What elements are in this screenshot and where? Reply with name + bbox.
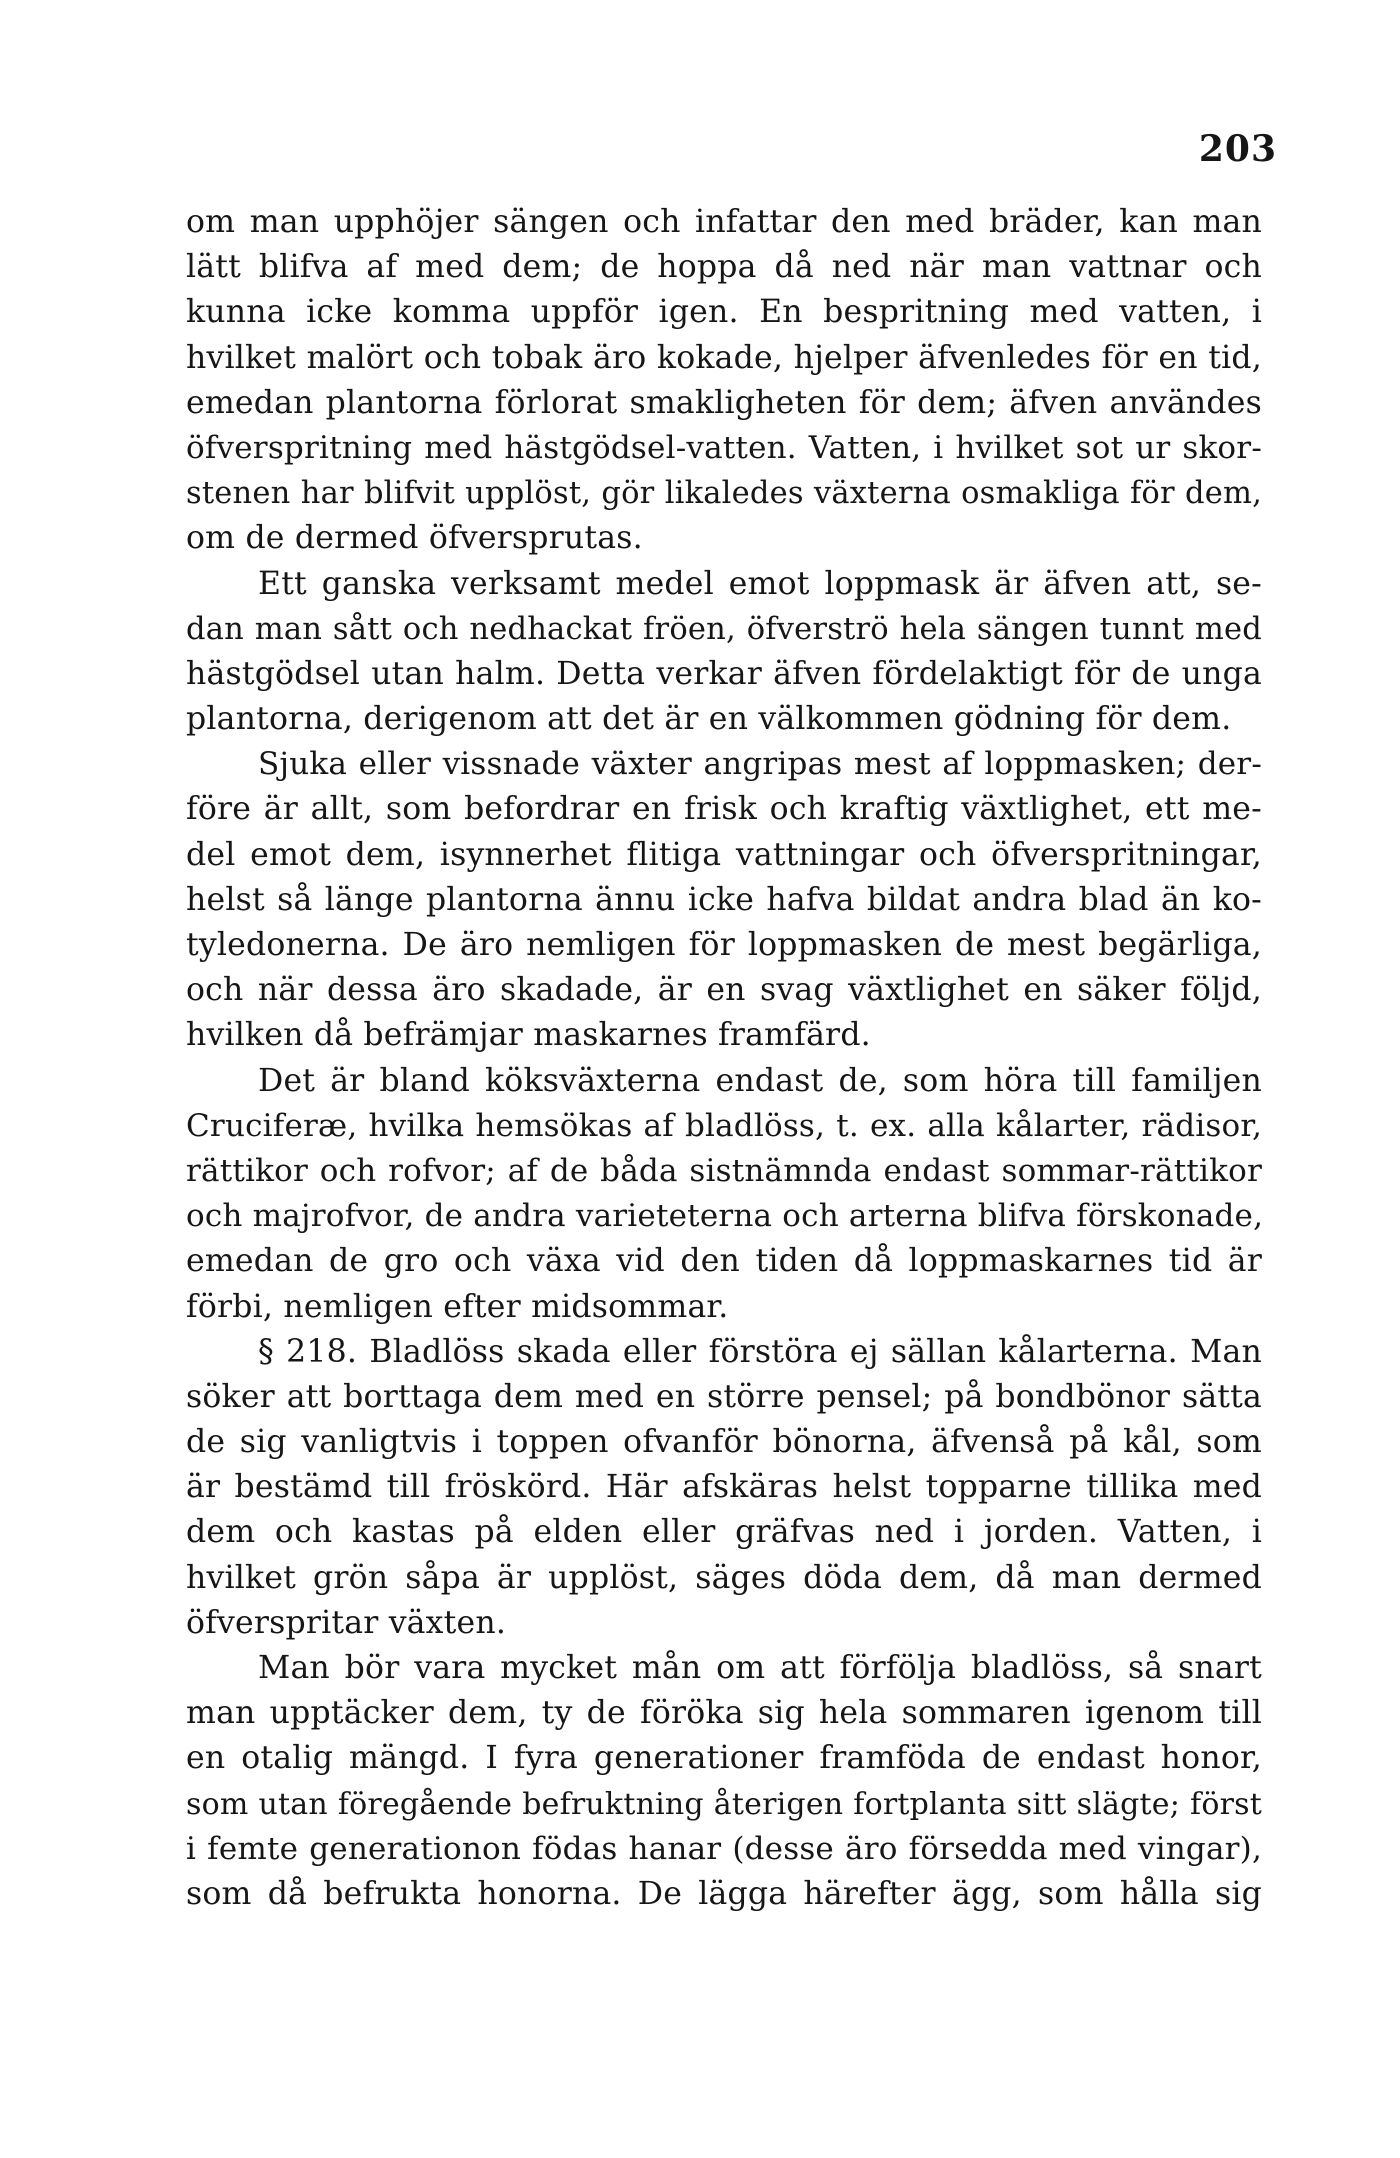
text-line: de sig vanligtvis i toppen ofvanför bönorna, äfvenså på kål, som [186, 1424, 1262, 1461]
text-line: § 218. Bladlöss skada eller förstöra ej sällan kålarterna. Man [258, 1333, 1262, 1370]
text-line: Sjuka eller vissnade växter angripas mest af loppmasken; der- [258, 746, 1262, 783]
text-line: lätt blifva af med dem; de hoppa då ned när man vattnar och [186, 249, 1262, 286]
text-line: i femte generationon födas hanar (desse äro försedda med vingar), [186, 1830, 1262, 1867]
text-line: rättikor och rofvor; af de båda sistnämnda endast sommar-rättikor [186, 1152, 1262, 1189]
text-line: hvilket grön såpa är upplöst, säges döda dem, då man dermed [186, 1559, 1262, 1596]
text-line: och när dessa äro skadade, är en svag växtlighet en säker följd, [186, 972, 1262, 1009]
text-line: hvilken då befrämjar maskarnes framfärd. [186, 1017, 871, 1054]
text-line: Cruciferæ, hvilka hemsökas af bladlöss, t. ex. alla kålarter, rädisor, [186, 1107, 1262, 1144]
text-line: hvilket malört och tobak äro kokade, hjelper äfvenledes för en tid, [186, 339, 1262, 376]
text-line: tyledonerna. De äro nemligen för loppmasken de mest begärliga, [186, 927, 1262, 963]
text-line: en otalig mängd. I fyra generationer framföda de endast honor, [186, 1740, 1262, 1777]
text-line: är bestämd till fröskörd. Här afskäras helst topparne tillika med [186, 1469, 1262, 1506]
text-line: man upptäcker dem, ty de föröka sig hela sommaren igenom till [186, 1695, 1262, 1732]
text-line: förbi, nemligen efter midsommar. [186, 1288, 729, 1325]
text-line: dan man sått och nedhackat fröen, öfverströ hela sängen tunnt med [186, 611, 1262, 647]
text-line: före är allt, som befordrar en frisk och kraftig växtlighet, ett me- [186, 791, 1262, 828]
text-line: helst så länge plantorna ännu icke hafva bildat andra blad än ko- [186, 881, 1262, 918]
text-line: söker att borttaga dem med en större pensel; på bondbönor sätta [186, 1378, 1262, 1415]
text-line: emedan plantorna förlorat smakligheten för dem; äfven användes [186, 384, 1262, 421]
body-text [186, 200, 1262, 1917]
text-line: och majrofvor, de andra varieteterna och arterna blifva förskonade, [186, 1198, 1264, 1235]
text-line: hästgödsel utan halm. Detta verkar äfven fördelaktigt för de unga [186, 655, 1262, 692]
text-line: Man bör vara mycket mån om att förfölja bladlöss, så snart [258, 1650, 1262, 1686]
text-line: dem och kastas på elden eller gräfvas ned i jorden. Vatten, i [186, 1514, 1262, 1551]
text-line: om man upphöjer sängen och infattar den med bräder, kan man [186, 204, 1262, 240]
text-line: stenen har blifvit upplöst, gör likaledes växterna osmakliga för dem, [186, 476, 1262, 512]
text-line: Ett ganska verksamt medel emot loppmask är äfven att, se- [258, 565, 1262, 602]
text-line: om de dermed öfversprutas. [186, 520, 643, 557]
text-line: som utan föregående befruktning återigen fortplanta sitt slägte; först [186, 1786, 1262, 1822]
text-line: kunna icke komma uppför igen. En bespritning med vatten, i [186, 294, 1262, 331]
text-line: emedan de gro och växa vid den tiden då loppmaskarnes tid är [186, 1243, 1262, 1280]
text-line: som då befrukta honorna. De lägga härefter ägg, som hålla sig [186, 1875, 1262, 1912]
page-number: 203 [1198, 128, 1277, 170]
text-line: plantorna, derigenom att det är en välkommen gödning för dem. [186, 701, 1232, 738]
text-line: öfverspritar växten. [186, 1604, 507, 1641]
text-line: öfverspritning med hästgödsel-vatten. Vatten, i hvilket sot ur skor- [186, 429, 1262, 466]
text-line: Det är bland köksväxterna endast de, som höra till familjen [258, 1062, 1262, 1099]
text-line: del emot dem, isynnerhet flitiga vattningar och öfverspritningar, [186, 836, 1262, 873]
